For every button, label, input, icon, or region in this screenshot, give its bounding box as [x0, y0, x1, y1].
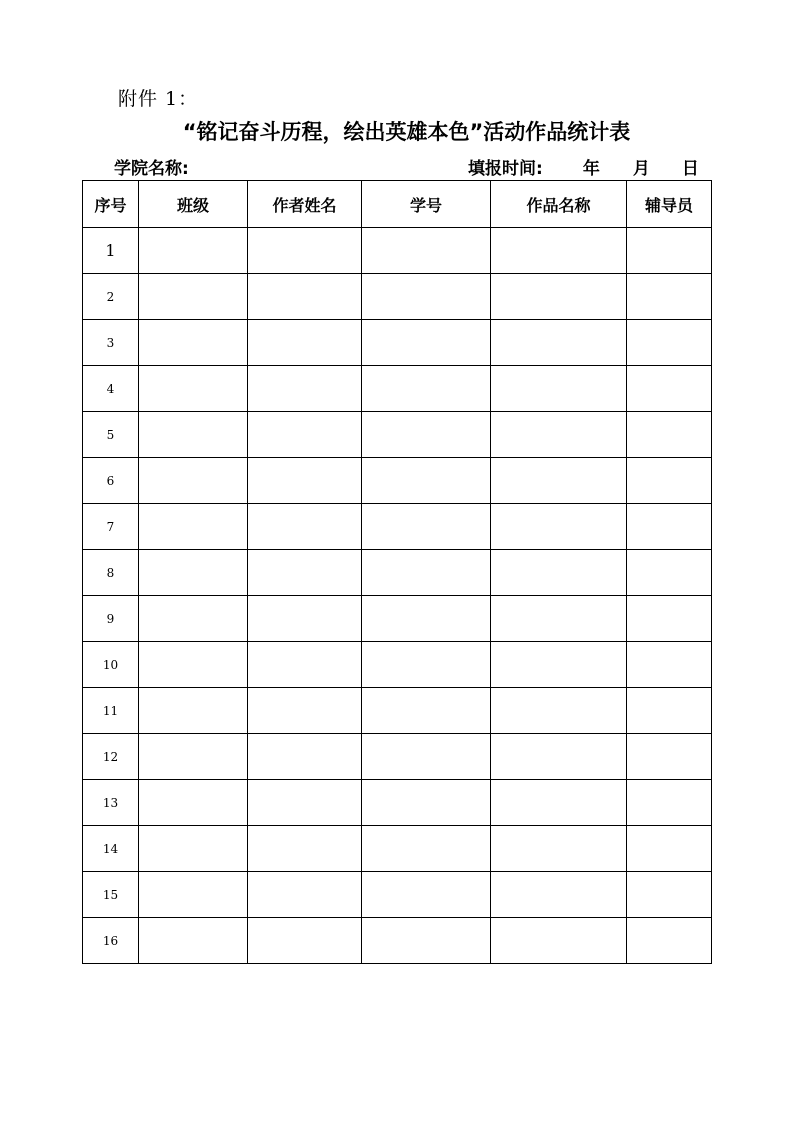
- table-row: [83, 412, 712, 458]
- table-row: [83, 780, 712, 826]
- row-serial-number: 15: [83, 872, 139, 918]
- table-row: [83, 274, 712, 320]
- author-name-cell[interactable]: [248, 596, 362, 642]
- table-row: [83, 550, 712, 596]
- table-row: [83, 320, 712, 366]
- student-id-cell[interactable]: [362, 274, 491, 320]
- work-title-cell[interactable]: [491, 228, 627, 274]
- work-title-cell[interactable]: [491, 274, 627, 320]
- author-name-cell[interactable]: [248, 228, 362, 274]
- student-id-cell[interactable]: [362, 734, 491, 780]
- work-title-cell[interactable]: [491, 826, 627, 872]
- student-id-cell[interactable]: [362, 412, 491, 458]
- counselor-cell[interactable]: [627, 918, 712, 964]
- author-name-cell[interactable]: [248, 458, 362, 504]
- author-name-cell[interactable]: [248, 320, 362, 366]
- work-title-cell[interactable]: [491, 596, 627, 642]
- document-title: “铭记奋斗历程，绘出英雄本色”活动作品统计表: [182, 120, 631, 144]
- work-title-cell[interactable]: [491, 504, 627, 550]
- student-id-cell[interactable]: [362, 780, 491, 826]
- row-serial-number: 11: [83, 688, 139, 734]
- author-name-cell[interactable]: [248, 412, 362, 458]
- class-cell[interactable]: [139, 366, 248, 412]
- counselor-cell[interactable]: [627, 780, 712, 826]
- class-cell[interactable]: [139, 504, 248, 550]
- counselor-cell[interactable]: [627, 320, 712, 366]
- work-title-cell[interactable]: [491, 734, 627, 780]
- student-id-cell[interactable]: [362, 826, 491, 872]
- class-cell[interactable]: [139, 228, 248, 274]
- student-id-cell[interactable]: [362, 366, 491, 412]
- row-serial-number: 5: [83, 412, 139, 458]
- counselor-cell[interactable]: [627, 688, 712, 734]
- works-statistics-table: [82, 180, 712, 964]
- row-serial-number: 14: [83, 826, 139, 872]
- counselor-cell[interactable]: [627, 826, 712, 872]
- student-id-cell[interactable]: [362, 642, 491, 688]
- counselor-cell[interactable]: [627, 274, 712, 320]
- student-id-cell[interactable]: [362, 550, 491, 596]
- table-row: [83, 826, 712, 872]
- fill-time-section: [468, 154, 699, 179]
- counselor-cell[interactable]: [627, 504, 712, 550]
- counselor-cell[interactable]: [627, 596, 712, 642]
- author-name-cell[interactable]: [248, 780, 362, 826]
- row-serial-number: 13: [83, 780, 139, 826]
- counselor-cell[interactable]: [627, 734, 712, 780]
- header-student-id: 学号: [362, 181, 491, 228]
- author-name-cell[interactable]: [248, 642, 362, 688]
- table-row: [83, 688, 712, 734]
- table-header-row: [83, 181, 712, 228]
- header-work-title: 作品名称: [491, 181, 627, 228]
- student-id-cell[interactable]: [362, 504, 491, 550]
- row-serial-number: 4: [83, 366, 139, 412]
- author-name-cell[interactable]: [248, 366, 362, 412]
- table-row: [83, 872, 712, 918]
- author-name-cell[interactable]: [248, 826, 362, 872]
- table-row: [83, 366, 712, 412]
- work-title-cell[interactable]: [491, 550, 627, 596]
- work-title-cell[interactable]: [491, 918, 627, 964]
- author-name-cell[interactable]: [248, 550, 362, 596]
- table-body: [83, 228, 712, 964]
- work-title-cell[interactable]: [491, 872, 627, 918]
- counselor-cell[interactable]: [627, 642, 712, 688]
- class-cell[interactable]: [139, 550, 248, 596]
- class-cell[interactable]: [139, 734, 248, 780]
- work-title-cell[interactable]: [491, 642, 627, 688]
- row-serial-number: 6: [83, 458, 139, 504]
- work-title-cell[interactable]: [491, 458, 627, 504]
- class-cell[interactable]: [139, 642, 248, 688]
- class-cell[interactable]: [139, 872, 248, 918]
- author-name-cell[interactable]: [248, 918, 362, 964]
- attachment-label: 附件 1：: [118, 88, 199, 110]
- work-title-cell[interactable]: [491, 412, 627, 458]
- header-serial-number: 序号: [83, 181, 139, 228]
- row-serial-number: 8: [83, 550, 139, 596]
- counselor-cell[interactable]: [627, 228, 712, 274]
- work-title-cell[interactable]: [491, 688, 627, 734]
- row-serial-number: 10: [83, 642, 139, 688]
- student-id-cell[interactable]: [362, 596, 491, 642]
- month-label: 月: [632, 159, 650, 179]
- row-serial-number: 1: [83, 228, 139, 274]
- author-name-cell[interactable]: [248, 274, 362, 320]
- counselor-cell[interactable]: [627, 412, 712, 458]
- fill-time-label: 填报时间:: [468, 159, 543, 179]
- table-row: [83, 596, 712, 642]
- author-name-cell[interactable]: [248, 872, 362, 918]
- counselor-cell[interactable]: [627, 872, 712, 918]
- class-cell[interactable]: [139, 274, 248, 320]
- class-cell[interactable]: [139, 826, 248, 872]
- author-name-cell[interactable]: [248, 688, 362, 734]
- student-id-cell[interactable]: [362, 688, 491, 734]
- class-cell[interactable]: [139, 688, 248, 734]
- class-cell[interactable]: [139, 320, 248, 366]
- student-id-cell[interactable]: [362, 458, 491, 504]
- class-cell[interactable]: [139, 780, 248, 826]
- work-title-cell[interactable]: [491, 320, 627, 366]
- counselor-cell[interactable]: [627, 458, 712, 504]
- student-id-cell[interactable]: [362, 228, 491, 274]
- year-label: 年: [582, 159, 600, 179]
- table-row: [83, 642, 712, 688]
- work-title-cell[interactable]: [491, 780, 627, 826]
- table-row: [83, 228, 712, 274]
- author-name-cell[interactable]: [248, 734, 362, 780]
- student-id-cell[interactable]: [362, 320, 491, 366]
- table-row: [83, 918, 712, 964]
- day-label: 日: [681, 159, 699, 179]
- header-counselor: 辅导员: [627, 181, 712, 228]
- student-id-cell[interactable]: [362, 872, 491, 918]
- table-row: [83, 504, 712, 550]
- class-cell[interactable]: [139, 918, 248, 964]
- row-serial-number: 9: [83, 596, 139, 642]
- counselor-cell[interactable]: [627, 366, 712, 412]
- class-cell[interactable]: [139, 412, 248, 458]
- row-serial-number: 12: [83, 734, 139, 780]
- table-row: [83, 734, 712, 780]
- table-row: [83, 458, 712, 504]
- header-class: 班级: [139, 181, 248, 228]
- row-serial-number: 2: [83, 274, 139, 320]
- counselor-cell[interactable]: [627, 550, 712, 596]
- row-serial-number: 7: [83, 504, 139, 550]
- row-serial-number: 3: [83, 320, 139, 366]
- college-name-label: 学院名称:: [114, 159, 189, 179]
- class-cell[interactable]: [139, 458, 248, 504]
- student-id-cell[interactable]: [362, 918, 491, 964]
- row-serial-number: 16: [83, 918, 139, 964]
- class-cell[interactable]: [139, 596, 248, 642]
- work-title-cell[interactable]: [491, 366, 627, 412]
- author-name-cell[interactable]: [248, 504, 362, 550]
- header-author-name: 作者姓名: [248, 181, 362, 228]
